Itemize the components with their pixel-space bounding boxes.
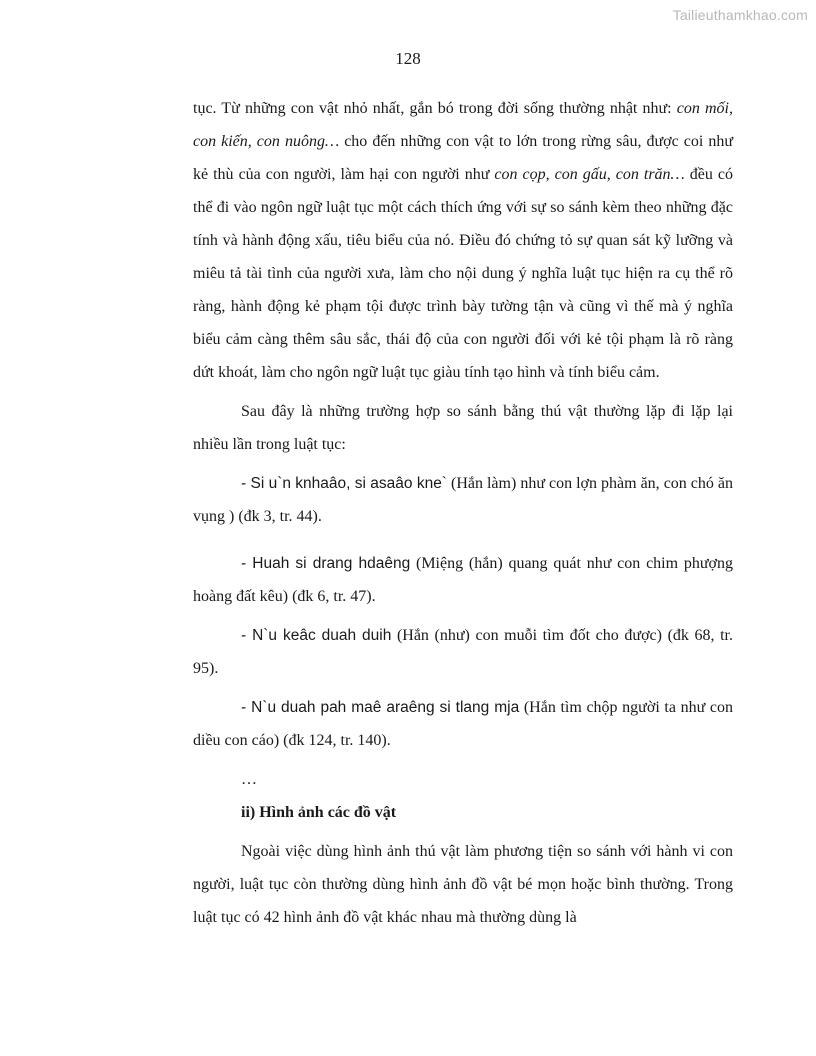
watermark: Tailieuthamkhao.com	[672, 7, 808, 23]
ede-quote: - Huah si drang hdaêng	[241, 555, 411, 572]
paragraph-intro	[193, 92, 733, 389]
example-4	[193, 691, 733, 757]
translation: (Hắn làm) như con lợn phàm ăn, con chó ăn vụng ) (đk 3, tr. 44).	[193, 475, 734, 525]
paragraph-text: cho đến những con vật to lớn trong rừng sâu, được coi như kẻ thù của con người, làm hại con người như	[193, 133, 733, 183]
example-1	[193, 467, 733, 533]
paragraph-objects: Ngoài việc dùng hình ảnh thú vật làm phương tiện so sánh với hành vi con người, luật tục còn thường dùng hình ảnh đồ vật bé mọn hoặc bình thường. Trong luật tục có 42 hình ảnh đồ vật khác nhau mà thường dùng là	[193, 843, 733, 926]
section-heading: ii) Hình ảnh các đồ vật	[241, 804, 397, 821]
ellipsis: …	[241, 771, 257, 788]
ede-quote: - N`u duah pah maê araêng si tlang mja	[241, 699, 520, 716]
italic-examples-large: con cọp, con gấu, con trăn…	[494, 166, 685, 183]
example-3	[193, 619, 733, 685]
translation: (Hắn (như) con muỗi tìm đốt cho được) (đk 68, tr. 95).	[193, 627, 733, 677]
italic-examples-small: con mối, con kiến, con nuông…	[193, 100, 733, 150]
translation: (Hắn tìm chộp người ta như con diều con cáo) (đk 124, tr. 140).	[193, 699, 733, 749]
paragraph-comparison-intro: Sau đây là những trường hợp so sánh bằng thú vật thường lặp đi lặp lại nhiều lần trong luật tục:	[193, 403, 733, 453]
paragraph-text: đều có thể đi vào ngôn ngữ luật tục một cách thích ứng với sự so sánh kèm theo những đặc tính và hành động xấu, tiêu biểu của nó. Điều đó chứng tỏ sự quan sát kỹ lưỡng và miêu tả tài tình của người xưa, làm cho nội dung ý nghĩa luật tục hiện ra cụ thể rõ ràng, hành động kẻ phạm tội được trình bày tường tận và cũng vì thế mà ý nghĩa biểu cảm càng thêm sâu sắc, thái độ của con người đối với kẻ tội phạm là rõ ràng dứt khoát, làm cho ngôn ngữ luật tục giàu tính tạo hình và tính biểu cảm.	[193, 166, 734, 381]
paragraph-text: tục. Từ những con vật nhỏ nhất, gắn bó trong đời sống thường nhật như:	[193, 100, 677, 117]
ede-quote: - Si u`n knhaâo, si asaâo kne`	[241, 475, 447, 492]
page-number: 128	[395, 49, 421, 68]
example-2	[193, 547, 733, 613]
translation: (Miệng (hắn) quang quát như con chim phượng hoàng đất kêu) (đk 6, tr. 47).	[193, 555, 733, 605]
document-body	[193, 92, 733, 934]
ede-quote: - N`u keâc duah duih	[241, 627, 392, 644]
